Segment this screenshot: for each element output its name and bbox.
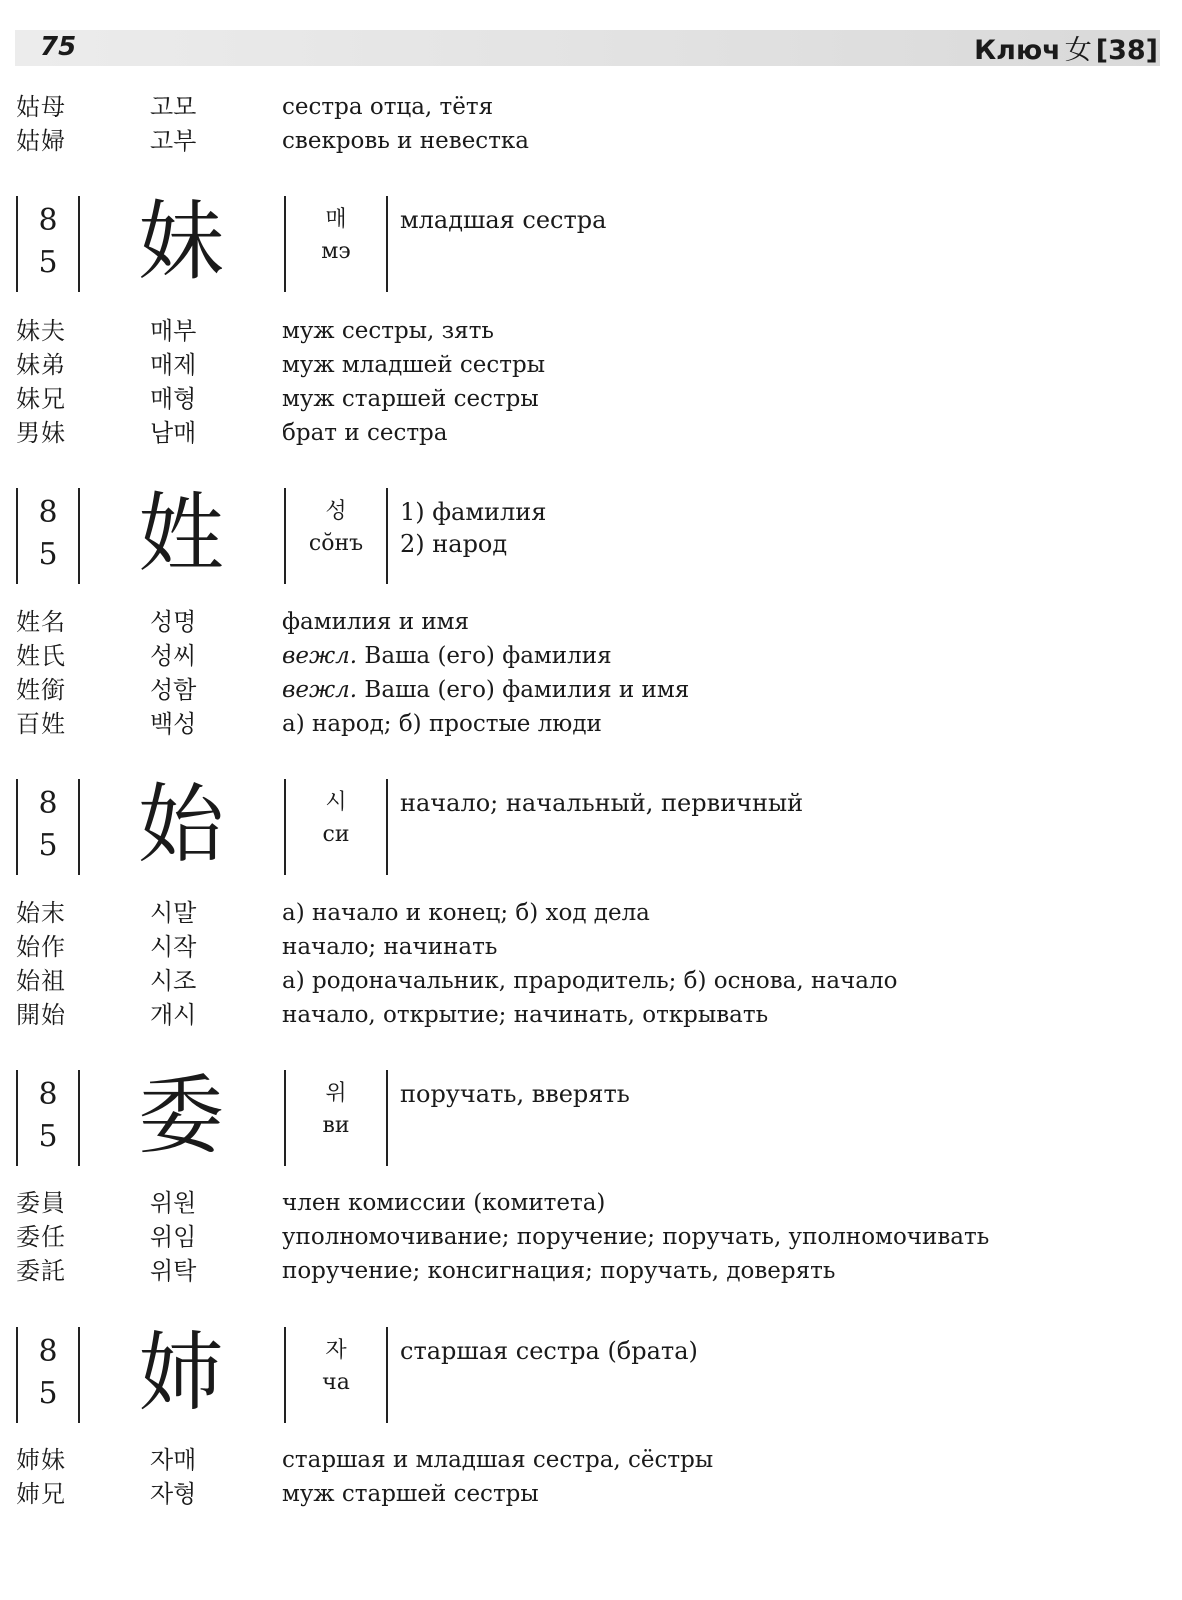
compound-hanja: 百姓 xyxy=(16,710,66,738)
usage-label: вежл. xyxy=(282,677,358,703)
compound-meaning: сестра отца, тётя xyxy=(282,94,494,120)
compound-hanja: 姉兄 xyxy=(16,1480,66,1508)
meaning-text: Ваша (его) фамилия и имя xyxy=(357,677,690,703)
compound-hangul: 위임 xyxy=(150,1223,197,1251)
divider xyxy=(386,488,388,584)
stroke-total: 8 xyxy=(38,203,58,238)
compound-meaning: поручение; консигнация; поручать, доверять xyxy=(282,1258,836,1284)
reading-hangul: 매 xyxy=(325,207,347,232)
compound-meaning: муж старшей сестры xyxy=(282,386,539,412)
headword-character: 姉 xyxy=(138,1323,224,1423)
stroke-total: 8 xyxy=(38,495,58,530)
compound-hanja: 妹弟 xyxy=(16,351,66,379)
character-entry xyxy=(16,1066,1116,1166)
compound-list xyxy=(16,314,1116,450)
compound-row xyxy=(16,1254,1116,1288)
compound-hangul: 자매 xyxy=(150,1446,197,1474)
radical-char: 女 xyxy=(1064,35,1092,66)
compound-meaning: а) начало и конец; б) ход дела xyxy=(282,900,650,926)
compound-meaning xyxy=(282,673,689,707)
stroke-total: 8 xyxy=(38,1077,58,1112)
reading xyxy=(286,1078,386,1142)
compound-list-continued xyxy=(16,90,1116,158)
divider xyxy=(386,1327,388,1423)
compound-meaning: начало; начинать xyxy=(282,934,498,960)
compound-hanja: 姓名 xyxy=(16,608,66,636)
stroke-extra: 5 xyxy=(38,828,58,863)
compound-hanja: 男妹 xyxy=(16,419,66,447)
compound-meaning: а) родоначальник, прародитель; б) основа, начало xyxy=(282,968,898,994)
compound-meaning: муж сестры, зять xyxy=(282,318,494,344)
page-number: 75 xyxy=(40,32,77,62)
compound-hangul: 자형 xyxy=(150,1480,197,1508)
compound-hanja: 委員 xyxy=(16,1189,66,1217)
compound-hangul: 고부 xyxy=(150,127,197,155)
compound-hangul: 고모 xyxy=(150,93,197,121)
compound-hanja: 始末 xyxy=(16,899,66,927)
compound-row xyxy=(16,1477,1116,1511)
divider xyxy=(386,196,388,292)
reading-cyrillic: сŏнъ xyxy=(308,531,364,556)
compound-meaning: муж старшей сестры xyxy=(282,1481,539,1507)
compound-row xyxy=(16,707,1116,741)
reading-hangul: 성 xyxy=(325,499,347,524)
compound-meaning: уполномочивание; поручение; поручать, уполномочивать xyxy=(282,1224,990,1250)
running-head xyxy=(974,34,1158,68)
compound-hangul: 시말 xyxy=(150,899,197,927)
divider xyxy=(78,1070,80,1166)
compound-row xyxy=(16,124,1116,158)
headword-character: 始 xyxy=(138,775,224,875)
compound-row xyxy=(16,896,1116,930)
compound-row xyxy=(16,673,1116,707)
reading xyxy=(286,787,386,851)
compound-meaning: свекровь и невестка xyxy=(282,128,530,154)
divider xyxy=(78,779,80,875)
compound-hangul: 백성 xyxy=(150,710,197,738)
compound-hangul: 성씨 xyxy=(150,642,197,670)
compound-hanja: 姓銜 xyxy=(16,676,66,704)
definition xyxy=(400,1078,1100,1110)
headword-character: 委 xyxy=(138,1066,224,1166)
compound-meaning: старшая и младшая сестра, сёстры xyxy=(282,1447,714,1473)
compound-row xyxy=(16,1220,1116,1254)
compound-hangul: 성명 xyxy=(150,608,197,636)
compound-meaning: начало, открытие; начинать, открывать xyxy=(282,1002,769,1028)
stroke-counts xyxy=(18,783,78,867)
compound-hanja: 開始 xyxy=(16,1001,66,1029)
compound-hanja: 始作 xyxy=(16,933,66,961)
definition xyxy=(400,1335,1100,1367)
divider xyxy=(78,1327,80,1423)
stroke-extra: 5 xyxy=(38,1119,58,1154)
usage-label: вежл. xyxy=(282,643,358,669)
reading-hangul: 시 xyxy=(325,790,347,815)
definition xyxy=(400,496,1100,560)
headword-character: 姓 xyxy=(138,484,224,584)
compound-hanja: 始祖 xyxy=(16,967,66,995)
reading xyxy=(286,1335,386,1399)
compound-row xyxy=(16,314,1116,348)
compound-row xyxy=(16,1186,1116,1220)
definition-line: начало; начальный, первичный xyxy=(400,789,804,817)
compound-row xyxy=(16,930,1116,964)
stroke-counts xyxy=(18,1331,78,1415)
character-entry xyxy=(16,484,1116,584)
compound-meaning xyxy=(282,639,612,673)
character-entry xyxy=(16,775,1116,875)
stroke-extra: 5 xyxy=(38,245,58,280)
definition-line: старшая сестра (брата) xyxy=(400,1337,698,1365)
radical-label: Ключ xyxy=(974,35,1061,66)
compound-hangul: 매부 xyxy=(150,317,197,345)
reading-cyrillic: си xyxy=(322,822,350,847)
character-entry xyxy=(16,1323,1116,1423)
reading-cyrillic: ча xyxy=(322,1370,350,1395)
definition-line: 1) фамилия xyxy=(400,498,547,526)
compound-hangul: 성함 xyxy=(150,676,197,704)
compound-hangul: 매형 xyxy=(150,385,197,413)
definition-line: младшая сестра xyxy=(400,206,607,234)
compound-meaning: а) народ; б) простые люди xyxy=(282,711,602,737)
compound-meaning: член комиссии (комитета) xyxy=(282,1190,606,1216)
compound-hanja: 妹夫 xyxy=(16,317,66,345)
stroke-total: 8 xyxy=(38,1334,58,1369)
meaning-text: Ваша (его) фамилия xyxy=(357,643,612,669)
compound-row xyxy=(16,348,1116,382)
divider xyxy=(78,196,80,292)
reading xyxy=(286,204,386,268)
compound-row xyxy=(16,90,1116,124)
compound-hanja: 姓氏 xyxy=(16,642,66,670)
stroke-counts xyxy=(18,200,78,284)
definition xyxy=(400,787,1100,819)
compound-hangul: 개시 xyxy=(150,1001,197,1029)
compound-meaning: фамилия и имя xyxy=(282,609,470,635)
compound-hanja: 委託 xyxy=(16,1257,66,1285)
compound-row xyxy=(16,605,1116,639)
compound-row xyxy=(16,416,1116,450)
stroke-counts xyxy=(18,1074,78,1158)
compound-list xyxy=(16,605,1116,741)
definition-line: поручать, вверять xyxy=(400,1080,630,1108)
stroke-counts xyxy=(18,492,78,576)
compound-hangul: 남매 xyxy=(150,419,197,447)
stroke-extra: 5 xyxy=(38,537,58,572)
compound-meaning: брат и сестра xyxy=(282,420,448,446)
reading-cyrillic: мэ xyxy=(321,239,351,264)
reading-cyrillic: ви xyxy=(322,1113,350,1138)
radical-number: [38] xyxy=(1095,35,1158,66)
compound-list xyxy=(16,1186,1116,1288)
divider xyxy=(386,1070,388,1166)
reading xyxy=(286,496,386,560)
stroke-extra: 5 xyxy=(38,1376,58,1411)
compound-hangul: 시조 xyxy=(150,967,197,995)
compound-hanja: 妹兄 xyxy=(16,385,66,413)
compound-row xyxy=(16,998,1116,1032)
divider xyxy=(78,488,80,584)
compound-row xyxy=(16,382,1116,416)
definition-line: 2) народ xyxy=(400,530,508,558)
headword-character: 妹 xyxy=(138,192,224,292)
compound-hangul: 위탁 xyxy=(150,1257,197,1285)
compound-hangul: 시작 xyxy=(150,933,197,961)
compound-hangul: 위원 xyxy=(150,1189,197,1217)
compound-hanja: 姑婦 xyxy=(16,127,66,155)
compound-hangul: 매제 xyxy=(150,351,197,379)
compound-hanja: 姉妹 xyxy=(16,1446,66,1474)
compound-hanja: 委任 xyxy=(16,1223,66,1251)
reading-hangul: 위 xyxy=(325,1081,347,1106)
compound-meaning: муж младшей сестры xyxy=(282,352,546,378)
compound-hanja: 姑母 xyxy=(16,93,66,121)
divider xyxy=(386,779,388,875)
compound-row xyxy=(16,1443,1116,1477)
compound-row xyxy=(16,964,1116,998)
stroke-total: 8 xyxy=(38,786,58,821)
compound-list xyxy=(16,1443,1116,1511)
character-entry xyxy=(16,192,1116,292)
definition xyxy=(400,204,1100,236)
reading-hangul: 자 xyxy=(325,1338,347,1363)
compound-list xyxy=(16,896,1116,1032)
compound-row xyxy=(16,639,1116,673)
